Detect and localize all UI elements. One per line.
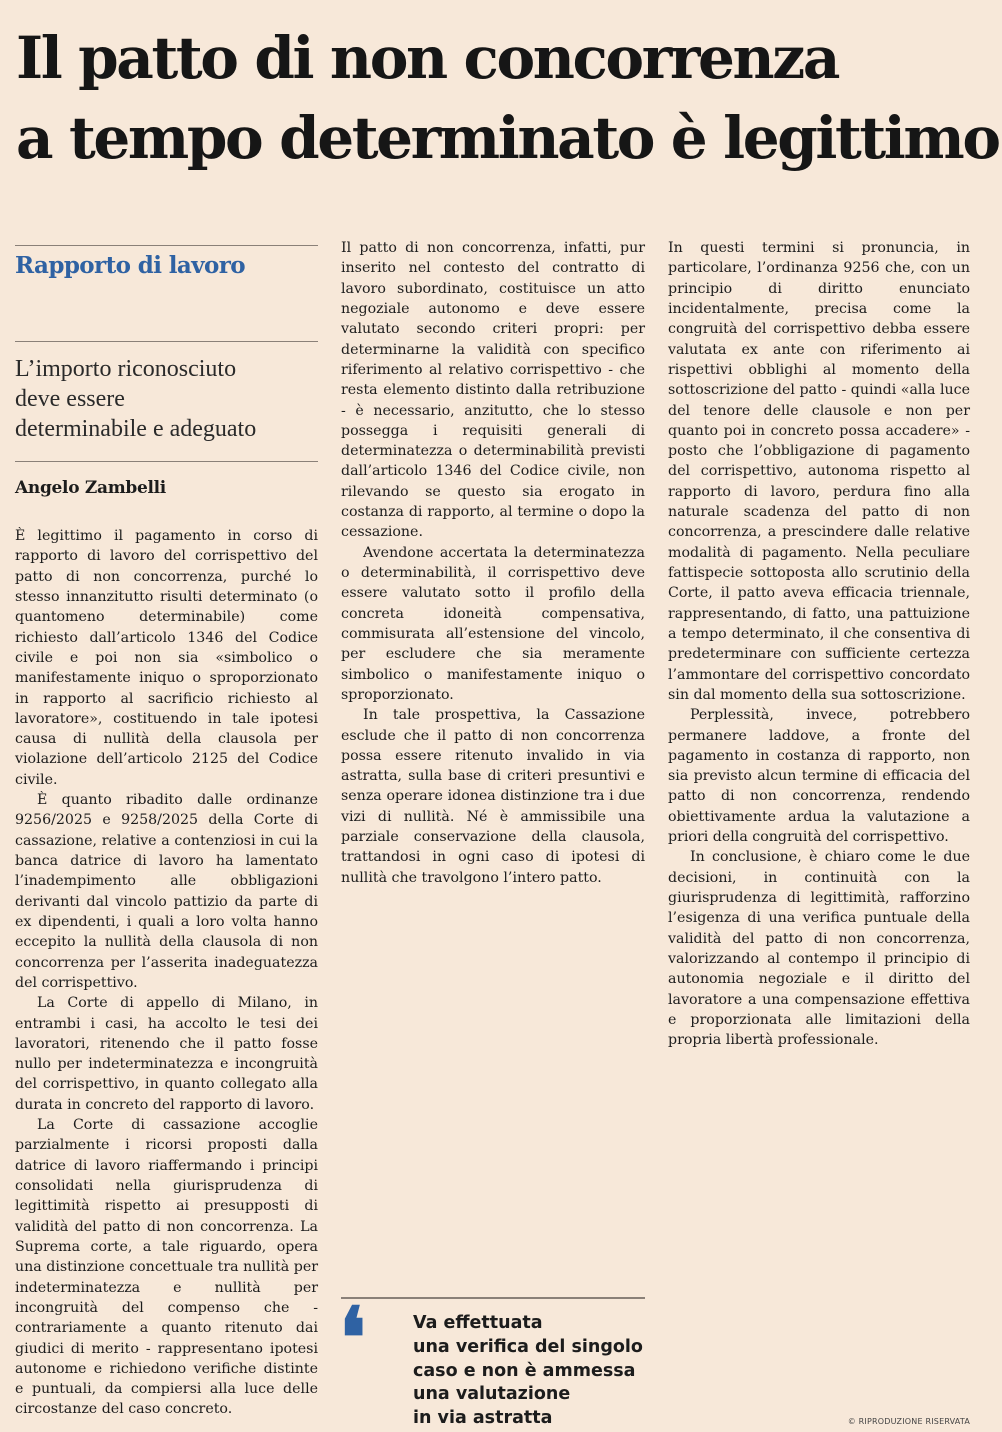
subtitle [15,354,315,444]
paragraph: È legittimo il pagamento in corso di rapporto di lavoro del corrispettivo del patto di non concorrenza, purché lo stesso innanzitutto risulti determinato (o quantomeno determinabile) come richiesto dall’articolo 1346 del Codice civile e poi non sia «simbolico o manifestamente iniquo o sproporzionato in rapporto al sacrificio richiesto al lavoratore», costituendo in tale ipotesi causa di nullità della clausola per violazione dell’articolo 2125 del Codice civile. [15,528,318,788]
subtitle-line-3: determinabile e adeguato [15,416,257,442]
copyright-notice: © RIPRODUZIONE RISERVATA [847,1417,970,1426]
section-label: Rapporto di lavoro [15,252,245,279]
paragraph: In questi termini si pronuncia, in particolare, l’ordinanza 9256 che, con un principio di diritto enunciato incidentalmente, precisa come la congruità del corrispettivo debba essere valutata ex ante con riferimento ai rispettivi obblighi al momento della sottoscrizione del patto - quindi «alla luce del tenore delle clausole e non per quanto poi in concreto possa accadere» - posto che l’obbligazione di pagamento del corrispettivo, autonoma rispetto al rapporto di lavoro, perdura fino alla naturale scadenza del patto di non concorrenza, a prescindere dalle relative modalità di pagamento. Nella peculiare fattispecie sottoposta allo scrutinio della Corte, il patto aveva efficacia triennale, rappresentando, di fatto, una pattuizione a tempo determinato, il che consentiva di predeterminare con sufficiente certezza l’ammontare del corrispettivo concordato sin dal momento della sua sottoscrizione. [668,240,970,703]
paragraph: Il patto di non concorrenza, infatti, pur inserito nel contesto del contratto di lavoro subordinato, costituisce un atto negoziale autonomo e deve essere valutato secondo criteri propri: per determinarne la validità con specifico riferimento al relativo corrispettivo - che resta elemento distinto dalla retribuzione - è necessario, anzitutto, che lo stesso possegga i requisiti generali di determinatezza o determinabilità previsti dall’articolo 1346 del Codice civile, non rilevando se questo sia erogato in costanza di rapporto, al termine o dopo la cessazione. [341,240,645,541]
pull-quote-line: Va effettuata [413,1313,543,1333]
pull-quote-line: caso e non è ammessa [413,1360,636,1381]
headline-line-2: a tempo determinato è legittimo [16,104,999,172]
pull-quote-line: una verifica del singolo [413,1336,643,1357]
article-column-2 [341,238,645,888]
article-column-3 [668,238,970,1051]
paragraph: In tale prospettiva, la Cassazione esclude che il patto di non concorrenza possa essere ritenuto invalido in via astratta, sulla base di criteri presuntivi e senza operare idonea distinzione tra i due vizi di nullità. Né è ammissibile una parziale conservazione della clausola, trattandosi in ogni caso di ipotesi di nullità che travolgono l’intero patto. [341,707,645,886]
paragraph: La Corte di cassazione accoglie parzialmente i ricorsi proposti dalla datrice di lavoro riaffermando i principi consolidati nella giurisprudenza di legittimità rispetto ai presupposti di validità del patto di non concorrenza. La Suprema corte, a tale riguardo, opera una distinzione concettuale tra nullità per indeterminatezza e nullità per incongruità del compenso che - contrariamente a quanto ritenuto dai giudici di merito - rappresentano ipotesi autonome e richiedono verifiche distinte e puntuali, da compiersi alla luce delle circostanze del caso concreto. [15,1117,318,1418]
pull-quote-line: in via astratta [413,1408,553,1429]
paragraph: In conclusione, è chiaro come le due decisioni, in continuità con la giurisprudenza di legittimità, rafforzino l’esigenza di una verifica puntuale della validità del patto di non concorrenza, valorizzando al contempo il principio di autonomia negoziale e il diritto del lavoratore a una compensazione effettiva e proporzionata alle limitazioni della propria libertà professionale. [668,849,970,1049]
headline [16,18,999,178]
subtitle-line-2: deve essere [15,386,125,412]
paragraph: Avendone accertata la determinatezza o determinabilità, il corrispettivo deve essere valutato sotto il profilo della concreta idoneità compensativa, commisurata all’estensione del vincolo, per escludere che sia meramente simbolico o manifestamente iniquo o sproporzionato. [341,544,645,703]
paragraph: Perplessità, invece, potrebbero permanere laddove, a fronte del pagamento in costanza di rapporto, non sia previsto alcun termine di efficacia del patto di non concorrenza, rendendo obiettivamente ardua la valutazione a priori della congruità del corrispettivo. [668,707,970,846]
quote-mark-icon: ❛ [339,1288,367,1387]
paragraph: È quanto ribadito dalle ordinanze 9256/2025 e 9258/2025 della Corte di cassazione, relative a contenziosi in cui la banca datrice di lavoro ha lamentato l’inadempimento alle obbligazioni derivanti dal vincolo pattizio da parte di ex dipendenti, i quali a loro volta hanno eccepito la nullità della clausola di non concorrenza per l’asserita inadeguatezza del corrispettivo. [15,792,318,991]
article-column-1 [15,526,318,1420]
author-byline: Angelo Zambelli [15,478,166,498]
pull-quote-line: una valutazione [413,1384,571,1405]
headline-line-1: Il patto di non concorrenza [16,24,839,92]
pull-quote-rule [341,1297,645,1299]
subtitle-top-rule [15,341,318,342]
subtitle-line-1: L’importo riconosciuto [15,356,237,382]
section-top-rule [15,245,318,246]
pull-quote [413,1312,653,1431]
subtitle-bottom-rule [15,461,318,462]
paragraph: La Corte di appello di Milano, in entrambi i casi, ha accolto le tesi dei lavoratori, ritenendo che il patto fosse nullo per indeterminatezza e incongruità del corrispettivo, in quanto collegato alla durata in concreto del rapporto di lavoro. [15,995,318,1113]
